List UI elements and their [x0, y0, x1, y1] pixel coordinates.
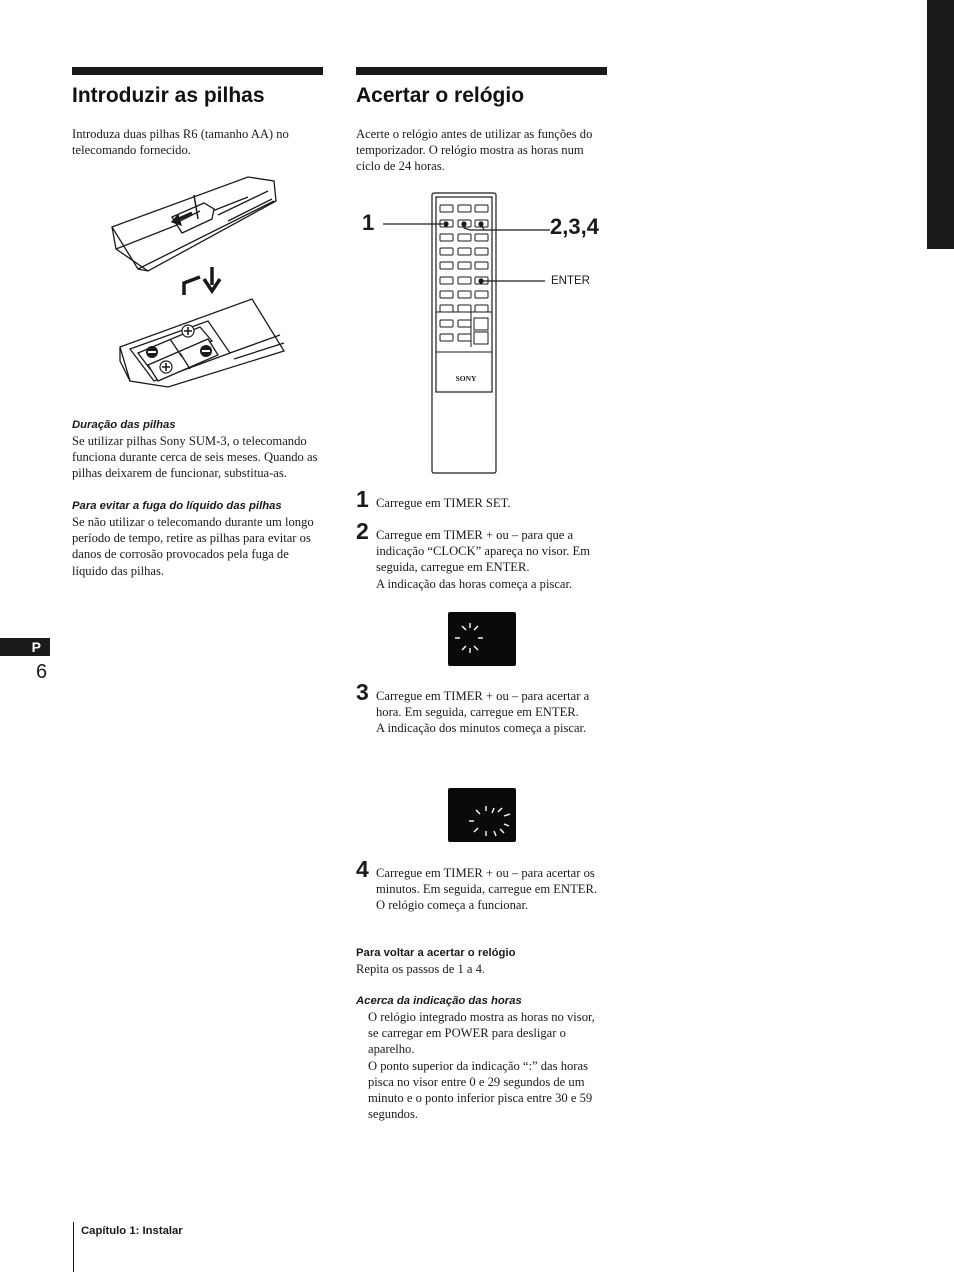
title-rule-right — [356, 67, 607, 75]
footer-chapter: Capítulo 1: Instalar — [81, 1225, 183, 1237]
about-section — [356, 993, 608, 1122]
callout-2-3-4: 2,3,4 — [550, 214, 599, 239]
remote-button — [440, 305, 453, 312]
remote-button — [474, 332, 488, 344]
footer-rule — [73, 1222, 74, 1272]
left-intro: Introduza duas pilhas R6 (tamanho AA) no telecomando fornecido. — [72, 127, 289, 158]
remote-button — [475, 234, 488, 241]
step-1-text: Carregue em TIMER SET. — [376, 496, 511, 510]
display-minute-blink — [448, 788, 516, 842]
step-3-number: 3 — [356, 679, 369, 705]
leak-heading: Para evitar a fuga do líquido das pilhas — [72, 500, 282, 512]
step-2-number: 2 — [356, 518, 369, 544]
remote-button — [458, 234, 471, 241]
remote-button — [440, 334, 453, 341]
remote-button — [475, 205, 488, 212]
leak-section — [72, 498, 324, 579]
remote-button — [458, 277, 471, 284]
enter-label: ENTER — [551, 275, 590, 287]
title-acertar: Acertar o relógio — [356, 84, 525, 107]
callout-1: 1 — [362, 210, 375, 235]
remote-button — [458, 262, 471, 269]
language-tab: P — [0, 638, 50, 656]
battery-compartment-illustration — [108, 175, 290, 390]
blink-indicator-icon — [448, 612, 516, 666]
about-heading: Acerca da indicação das horas — [356, 995, 522, 1007]
battery-life-text: Se utilizar pilhas Sony SUM-3, o telecomando funciona durante cerca de seis meses. Quando as pilhas deixarem de funcionar, substitua-as. — [72, 434, 318, 481]
remote-button — [440, 234, 453, 241]
battery-life-heading: Duração das pilhas — [72, 419, 176, 431]
step-4-number: 4 — [356, 856, 369, 882]
remote-button — [475, 248, 488, 255]
leak-text: Se não utilizar o telecomando durante um longo período de tempo, retire as pilhas para evitar os danos de corrosão provocados pela fuga de líquido das pilhas. — [72, 515, 314, 578]
remote-button — [475, 291, 488, 298]
remote-button — [440, 320, 453, 327]
remote-button — [475, 262, 488, 269]
right-intro: Acerte o relógio antes de utilizar as funções do temporizador. O relógio mostra as horas num ciclo de 24 horas. — [356, 127, 593, 174]
remote-button — [458, 305, 471, 312]
page-number: 6 — [36, 661, 48, 683]
remote-button — [458, 205, 471, 212]
remote-button — [440, 205, 453, 212]
remote-button — [458, 320, 471, 327]
remote-button — [458, 248, 471, 255]
section-edge-tab — [927, 0, 954, 249]
reset-heading: Para voltar a acertar o relógio — [356, 947, 516, 959]
step-2-text: Carregue em TIMER + ou – para que a indicação “CLOCK” apareça no visor. Em seguida, carregue em ENTER. A indicação das horas começa a piscar. — [376, 528, 591, 591]
remote-button — [458, 334, 471, 341]
battery-life-section — [72, 417, 327, 482]
remote-button — [474, 318, 488, 330]
blink-indicator-icon — [448, 788, 516, 842]
remote-button — [475, 305, 488, 312]
remote-button — [458, 291, 471, 298]
title-rule-left — [72, 67, 323, 75]
step-4-text: Carregue em TIMER + ou – para acertar os minutos. Em seguida, carregue em ENTER. O relógio começa a funcionar. — [376, 866, 598, 913]
title-introduzir: Introduzir as pilhas — [72, 84, 265, 107]
remote-button — [440, 291, 453, 298]
display-hour-blink — [448, 612, 516, 666]
remote-brand-label: SONY — [455, 374, 477, 383]
about-paragraph-1: O relógio integrado mostra as horas no visor, se carregar em POWER para desligar o aparelho. — [368, 1010, 595, 1057]
remote-button — [440, 248, 453, 255]
reset-text: Repita os passos de 1 a 4. — [356, 962, 486, 976]
about-paragraph-2: O ponto superior da indicação “:” das horas pisca no visor entre 0 e 29 segundos de um minuto e o ponto inferior pisca entre 30 e 59 segundos. — [368, 1058, 593, 1122]
step-1-number: 1 — [356, 486, 369, 512]
step-3-text: Carregue em TIMER + ou – para acertar a hora. Em seguida, carregue em ENTER. A indicação dos minutos começa a piscar. — [376, 689, 590, 736]
remote-button — [440, 277, 453, 284]
remote-button — [440, 262, 453, 269]
reset-section — [356, 945, 608, 977]
